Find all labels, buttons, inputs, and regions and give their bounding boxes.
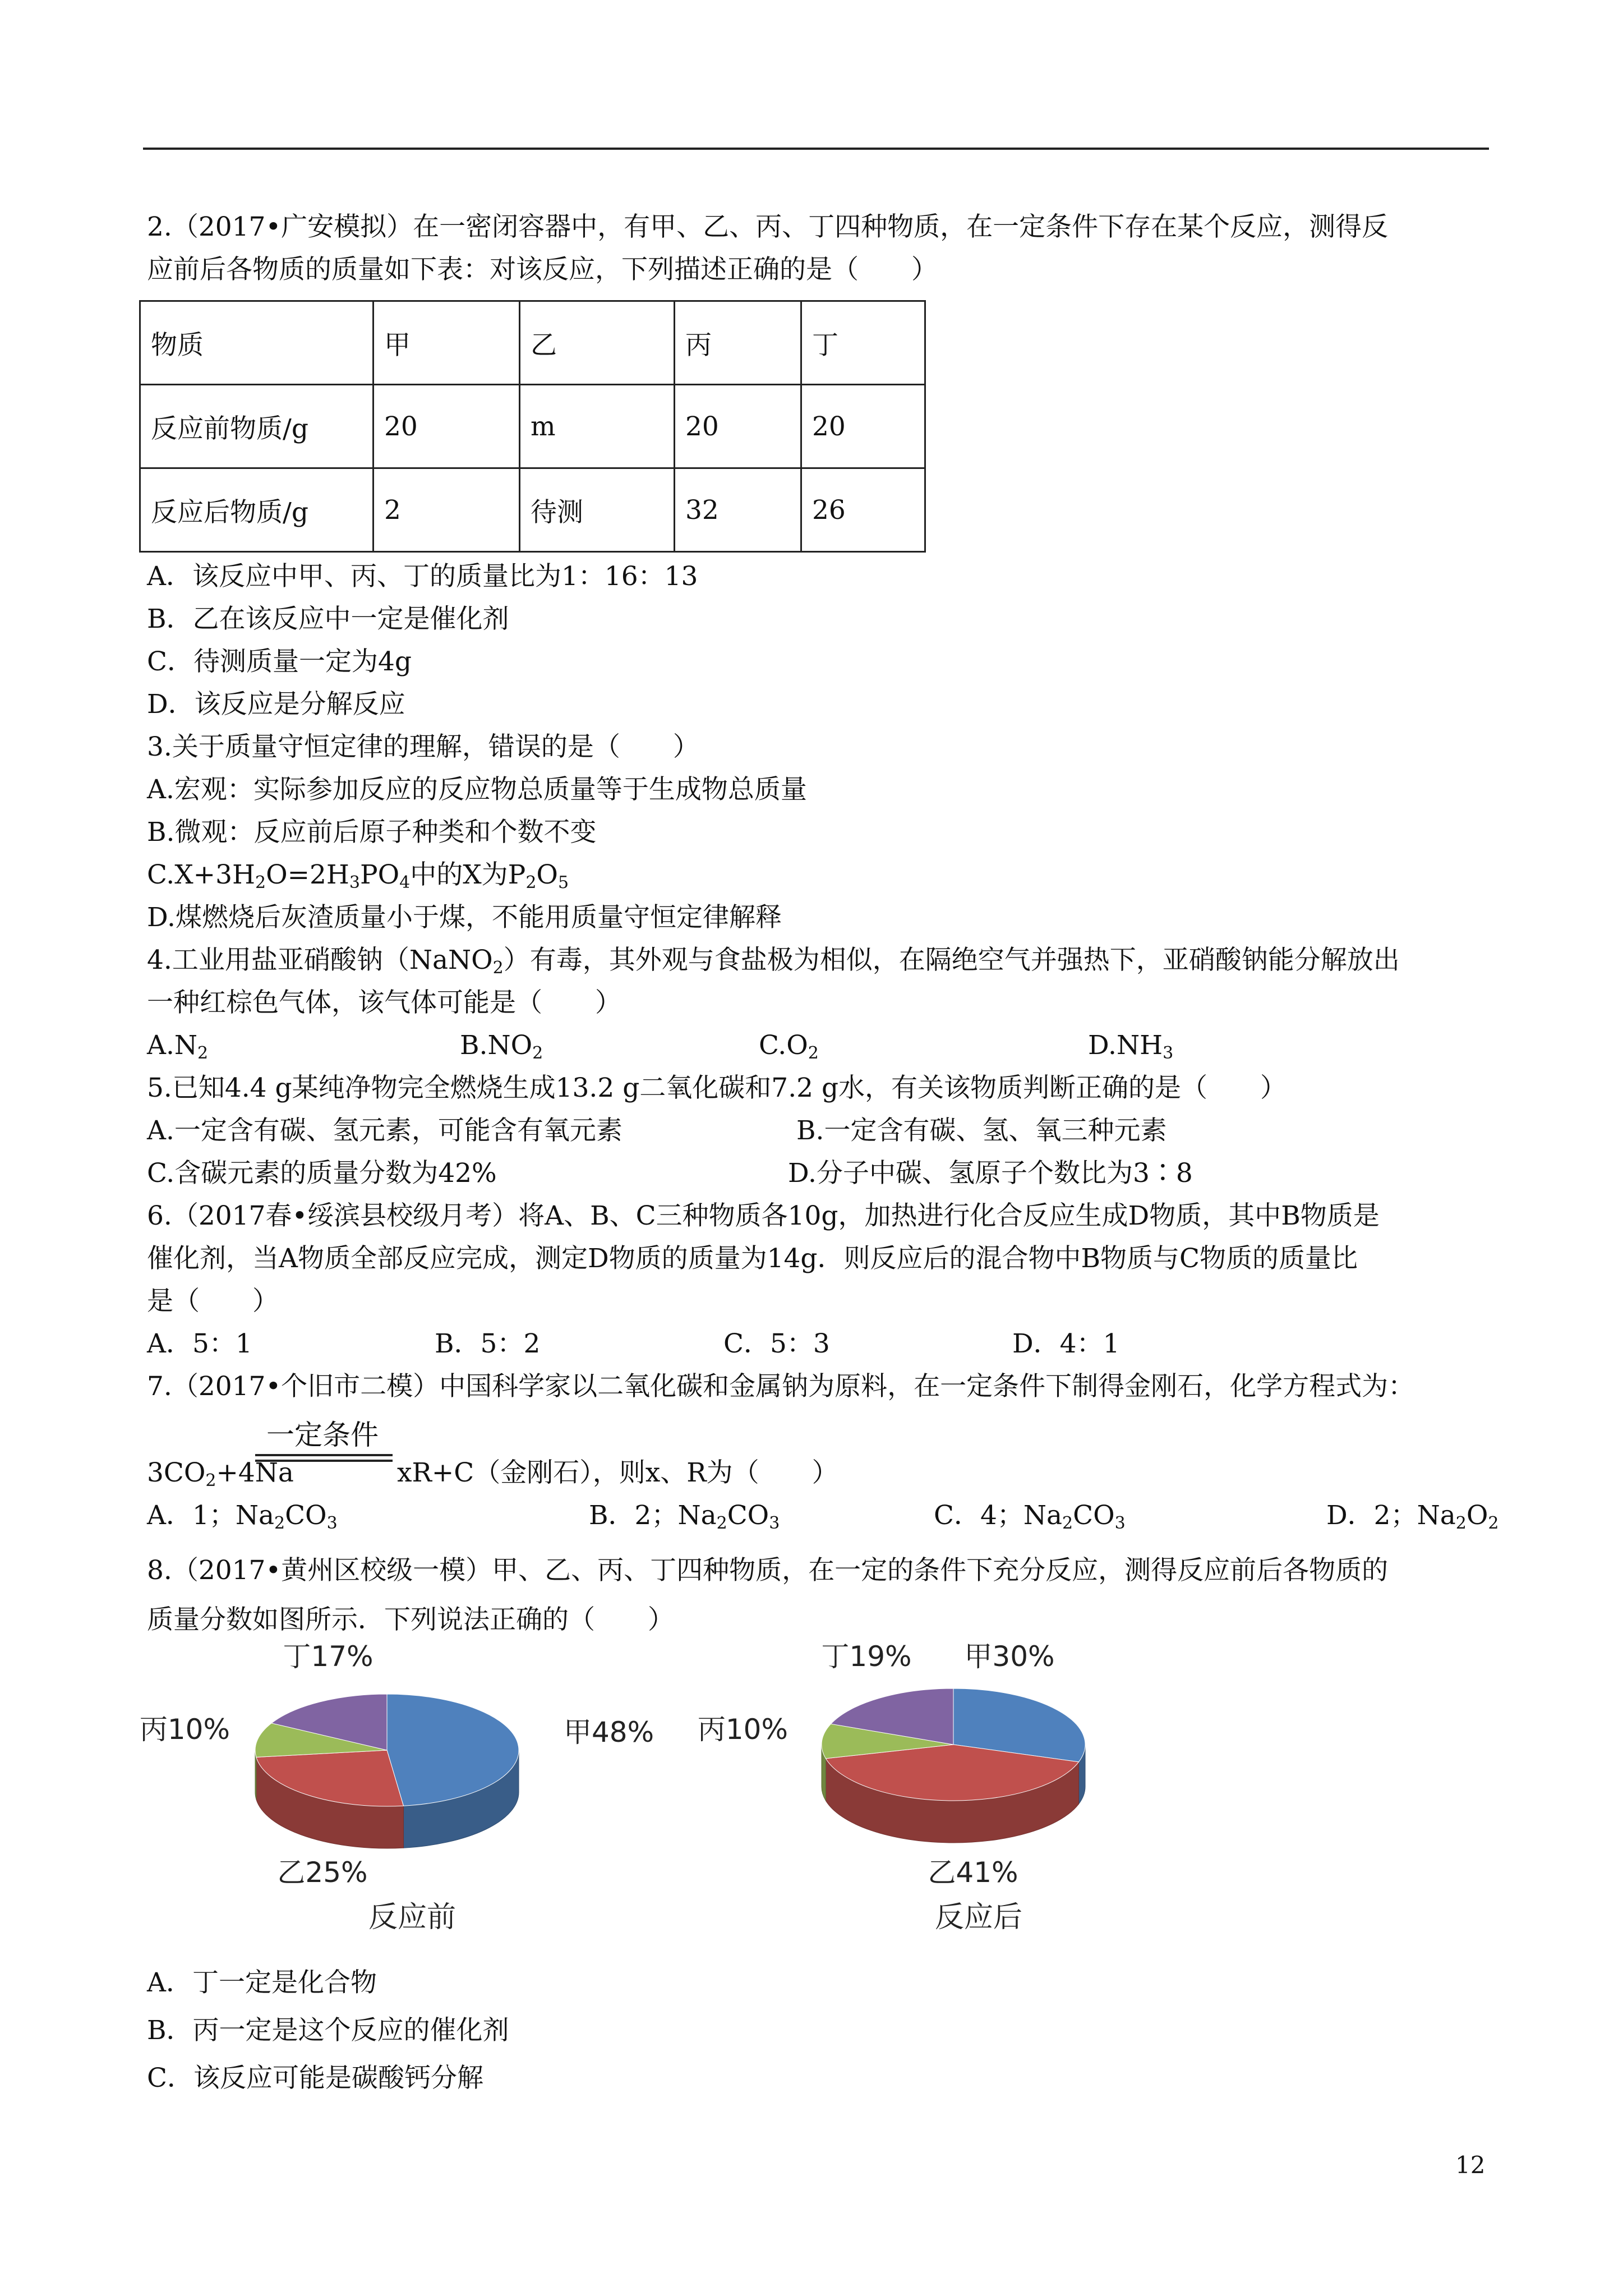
q6-stem-line1: 6.（2017春•绥滨县校级月考）将A、B、C三种物质各10g，加热进行化合反应生成D物质，其中B物质是 [147, 1200, 1380, 1231]
q6-option-a: A．5：1 [147, 1328, 252, 1359]
text-run: D．2；Na [1326, 1500, 1456, 1531]
pie-title: 反应前 [368, 1901, 457, 1934]
subscript: 3 [349, 873, 360, 892]
pie-data-label: 乙41% [928, 1856, 1018, 1889]
table-cell: 丁 [801, 301, 925, 385]
q4-option-d [1088, 1029, 1173, 1062]
pie-data-label: 甲48% [564, 1716, 654, 1749]
q2-option-d: D．该反应是分解反应 [147, 689, 405, 720]
pie-data-label: 丁19% [821, 1640, 912, 1673]
q6-option-b: B．5：2 [435, 1328, 541, 1359]
q7-equation-right: xR+C（金刚石），则x、R为（ ） [397, 1457, 838, 1488]
text-run: O [536, 859, 558, 890]
subscript: 2 [1455, 1513, 1467, 1533]
text-run: C.O [759, 1030, 808, 1061]
subscript: 4 [399, 873, 411, 892]
q2-option-a: A．该反应中甲、丙、丁的质量比为1：16：13 [147, 561, 698, 592]
q7-option-c [934, 1499, 1126, 1533]
q7-option-d [1326, 1499, 1498, 1533]
subscript: 2 [808, 1043, 819, 1063]
table-row [140, 301, 925, 385]
subscript: 2 [255, 873, 266, 892]
table-cell: 20 [374, 385, 520, 468]
text-run: 4.工业用盐亚硝酸钠（NaNO [147, 945, 493, 976]
text-run: CO [1073, 1500, 1115, 1531]
q8-option-c: C．该反应可能是碳酸钙分解 [147, 2063, 483, 2093]
text-run: B．2；Na [589, 1500, 717, 1531]
text-run: CO [285, 1500, 327, 1531]
q4-stem-line1 [147, 944, 1400, 977]
subscript: 3 [1114, 1513, 1126, 1533]
q8-option-b: B．丙一定是这个反应的催化剂 [147, 2015, 509, 2046]
q3-option-d: D.煤燃烧后灰渣质量小于煤，不能用质量守恒定律解释 [147, 902, 782, 933]
text-run: ）有毒，其外观与食盐极为相似，在隔绝空气并强热下，亚硝酸钠能分解放出 [503, 945, 1400, 976]
table-cell: 20 [675, 385, 801, 468]
q7-stem-line1: 7.（2017•个旧市二模）中国科学家以二氧化碳和金属钠为原料，在一定条件下制得金刚石，化学方程式为： [147, 1371, 1415, 1402]
text-run: +4Na [216, 1457, 294, 1488]
table-cell: 2 [374, 468, 520, 552]
table-cell: 待测 [520, 468, 675, 552]
q7-option-b [589, 1499, 780, 1533]
q8-option-a: A．丁一定是化合物 [147, 1967, 377, 1998]
q3-option-b: B.微观：反应前后原子种类和个数不变 [147, 817, 597, 848]
pie-data-label: 丁17% [283, 1640, 374, 1673]
q2-option-b: B．乙在该反应中一定是催化剂 [147, 604, 509, 634]
pie-title: 反应后 [934, 1901, 1023, 1934]
table-row [140, 468, 925, 552]
subscript: 2 [532, 1043, 543, 1063]
q3-option-c [147, 858, 569, 892]
q5-option-a: A.一定含有碳、氢元素，可能含有氧元素 [147, 1115, 623, 1146]
reaction-condition: 一定条件 [266, 1419, 379, 1451]
text-run: D.NH [1088, 1030, 1163, 1061]
q5-option-b: B.一定含有碳、氢、氧三种元素 [796, 1115, 1167, 1146]
subscript: 2 [205, 1471, 216, 1490]
subscript: 2 [1488, 1513, 1499, 1533]
q2-stem-line2: 应前后各物质的质量如下表：对该反应，下列描述正确的是（ ） [147, 254, 938, 285]
subscript: 2 [492, 958, 504, 978]
text-run: 中的X为P [410, 859, 526, 890]
mass-fraction-pie-charts [0, 1627, 1623, 1941]
q2-option-c: C．待测质量一定为4g [147, 646, 412, 677]
text-run: PO [359, 859, 400, 890]
q5-stem: 5.已知4.4 g某纯净物完全燃烧生成13.2 g二氧化碳和7.2 g水，有关该物质判断正确的是（ ） [147, 1073, 1287, 1103]
text-run: O [1466, 1500, 1488, 1531]
q4-option-a [147, 1029, 208, 1062]
table-cell: 20 [801, 385, 925, 468]
subscript: 2 [716, 1513, 727, 1533]
q8-stem-line1: 8.（2017•黄州区校级一模）甲、乙、丙、丁四种物质，在一定的条件下充分反应，测得反应前后各物质的 [147, 1555, 1389, 1586]
table-row [140, 385, 925, 468]
subscript: 3 [326, 1513, 338, 1533]
q2-mass-table [139, 300, 926, 553]
header-rule [143, 148, 1489, 150]
q7-equation-left [147, 1456, 294, 1490]
q7-option-a [147, 1499, 338, 1533]
q4-option-c [759, 1029, 819, 1062]
pie-data-label: 丙10% [139, 1713, 230, 1746]
table-cell: 反应后物质/g [140, 468, 374, 552]
table-cell: 物质 [140, 301, 374, 385]
table-cell: 反应前物质/g [140, 385, 374, 468]
text-run: C.X+3H [147, 859, 255, 890]
text-run: C．4；Na [934, 1500, 1063, 1531]
pie-data-label: 丙10% [697, 1713, 788, 1746]
q5-option-d: D.分子中碳、氢原子个数比为3∶8 [788, 1158, 1193, 1189]
q5-option-c: C.含碳元素的质量分数为42% [147, 1158, 497, 1189]
table-cell: m [520, 385, 675, 468]
page-number: 12 [1455, 2151, 1486, 2179]
q4-option-b [460, 1029, 543, 1062]
table-cell: 甲 [374, 301, 520, 385]
subscript: 5 [557, 873, 569, 892]
text-run: B.NO [460, 1030, 533, 1061]
subscript: 3 [1163, 1043, 1174, 1063]
q6-stem-line2: 催化剂，当A物质全部反应完成，测定D物质的质量为14g．则反应后的混合物中B物质与C物质的质量比 [147, 1243, 1358, 1274]
q2-stem-line1: 2.（2017•广安模拟）在一密闭容器中，有甲、乙、丙、丁四种物质，在一定条件下存在某个反应，测得反 [147, 211, 1389, 242]
text-run: A.N [147, 1030, 198, 1061]
pie-chart-after [698, 1640, 1085, 1934]
subscript: 2 [1062, 1513, 1073, 1533]
table-cell: 乙 [520, 301, 675, 385]
q3-stem: 3.关于质量守恒定律的理解，错误的是（ ） [147, 731, 699, 762]
subscript: 2 [197, 1043, 209, 1063]
pie-chart-before [140, 1640, 654, 1934]
q8-stem-line2: 质量分数如图所示．下列说法正确的（ ） [147, 1604, 674, 1635]
pie-data-label: 乙25% [277, 1856, 368, 1889]
subscript: 3 [769, 1513, 780, 1533]
text-run: O=2H [266, 859, 349, 890]
pie-data-label: 甲30% [964, 1640, 1055, 1673]
q6-option-d: D．4：1 [1012, 1328, 1120, 1359]
table-cell: 32 [675, 468, 801, 552]
subscript: 2 [525, 873, 537, 892]
q4-stem-line2: 一种红棕色气体，该气体可能是（ ） [147, 987, 621, 1018]
text-run: 3CO [147, 1457, 206, 1488]
q6-stem-line3: 是（ ） [147, 1286, 279, 1317]
table-cell: 26 [801, 468, 925, 552]
table-cell: 丙 [675, 301, 801, 385]
q6-option-c: C．5：3 [723, 1328, 830, 1359]
text-run: A．1；Na [147, 1500, 274, 1531]
q3-option-a: A.宏观：实际参加反应的反应物总质量等于生成物总质量 [147, 774, 807, 805]
subscript: 2 [274, 1513, 285, 1533]
text-run: CO [727, 1500, 769, 1531]
